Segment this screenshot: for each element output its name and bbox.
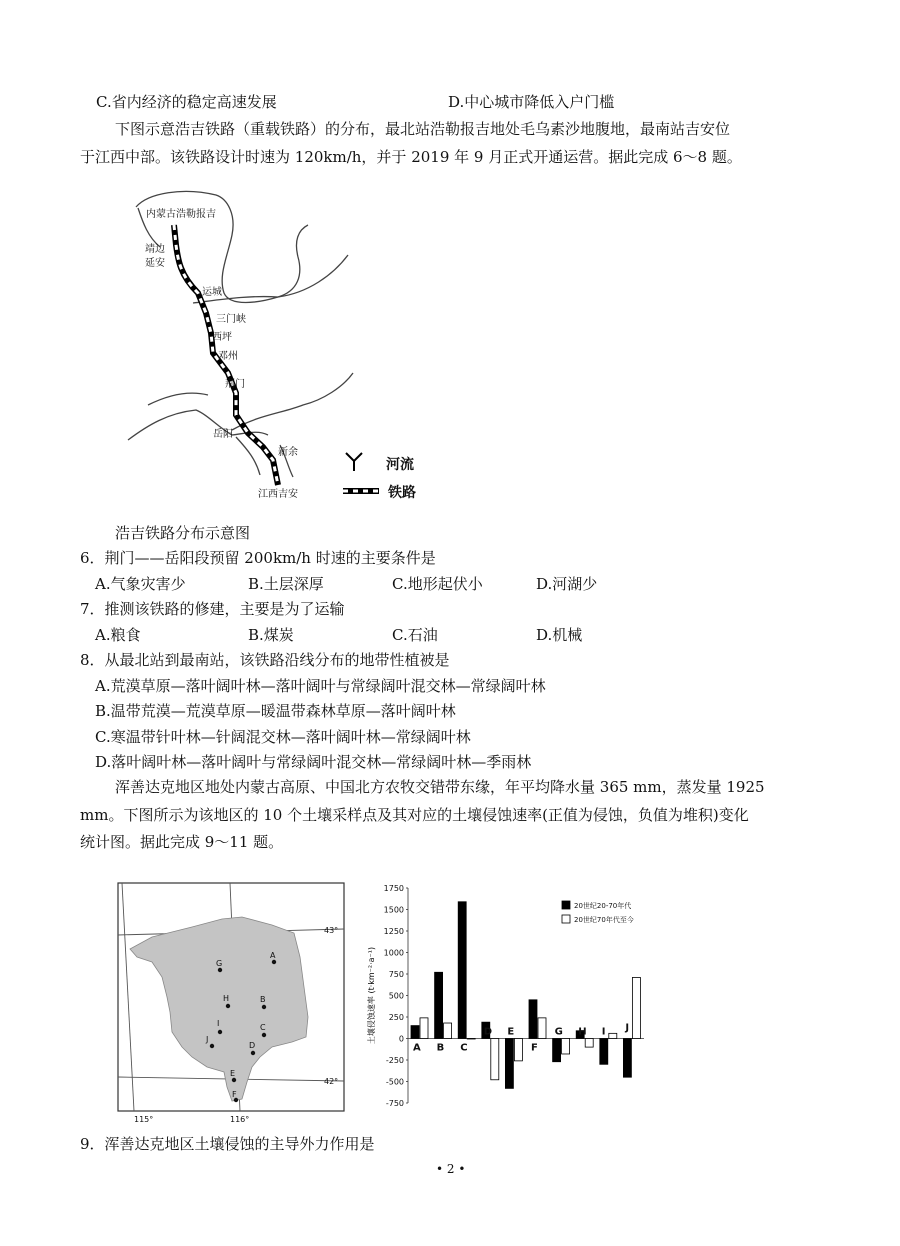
- station-haolebaoji: 内蒙古浩勒报吉: [146, 209, 216, 220]
- lat-43-label: 43°: [324, 926, 339, 935]
- sample-point-b: [262, 1005, 266, 1009]
- q8-option-a[interactable]: A.荒漠草原—落叶阔叶林—落叶阔叶与常绿阔叶混交林—常绿阔叶林: [95, 677, 546, 695]
- q8-option-b[interactable]: B.温带荒漠—荒漠草原—暖温带森林草原—落叶阔叶林: [95, 702, 456, 720]
- category-label-e: E: [507, 1026, 515, 1038]
- bar-i-series-1: [600, 1039, 608, 1065]
- station-xinyu: 新余: [278, 447, 298, 458]
- sample-label-a: A: [270, 951, 276, 960]
- yangtze-east: [232, 373, 353, 430]
- y-tick-label: 1250: [383, 927, 404, 936]
- y-tick-label: -500: [385, 1077, 404, 1087]
- sample-point-a: [272, 960, 276, 964]
- bar-j-series-1: [623, 1039, 631, 1078]
- legend-swatch-1: [562, 901, 570, 909]
- q6-stem: 6．荆门——岳阳段预留 200km/h 时速的主要条件是: [80, 549, 436, 567]
- page-number: • 2 •: [436, 1162, 466, 1176]
- river-branch-3: [148, 393, 208, 405]
- q8-option-c[interactable]: C.寒温带针叶林—针阔混交林—落叶阔叶林—常绿阔叶林: [95, 728, 471, 746]
- category-label-c: C: [460, 1042, 468, 1054]
- bar-j-series-2: [632, 977, 640, 1038]
- sample-label-b: B: [260, 995, 266, 1004]
- bar-c-series-2: [467, 1039, 475, 1040]
- bar-g-series-2: [562, 1039, 570, 1054]
- q6-option-c[interactable]: C.地形起伏小: [392, 575, 483, 593]
- sample-point-e: [232, 1078, 236, 1082]
- intro1-line1: 下图示意浩吉铁路（重载铁路）的分布，最北站浩勒报吉地处毛乌素沙地腹地，最南站吉安位: [115, 120, 731, 138]
- station-yanan: 延安: [145, 258, 165, 269]
- category-label-f: F: [531, 1042, 538, 1054]
- y-tick-label: -250: [385, 1056, 404, 1065]
- y-tick-label: 0: [398, 1034, 404, 1044]
- bar-b-series-2: [444, 1023, 452, 1038]
- station-yueyang: 岳阳: [213, 429, 233, 440]
- sample-label-f: F: [232, 1090, 237, 1099]
- sample-label-c: C: [260, 1023, 266, 1032]
- sampling-map: [112, 877, 352, 1127]
- bar-b-series-1: [435, 972, 443, 1038]
- map1-caption: 浩吉铁路分布示意图: [115, 524, 251, 542]
- category-label-d: D: [483, 1026, 493, 1038]
- legend-swatch-2: [562, 915, 570, 923]
- river-legend-icon: [346, 453, 362, 471]
- y-tick-label: 1750: [383, 884, 404, 893]
- sample-label-g: G: [216, 959, 223, 968]
- y-tick-label: 1500: [383, 905, 404, 915]
- category-label-i: I: [601, 1026, 606, 1038]
- sample-point-g: [218, 968, 222, 972]
- legend-label-1: 20世纪20-70年代: [574, 902, 632, 910]
- q8-option-d[interactable]: D.落叶阔叶林—落叶阔叶与常绿阔叶混交林—常绿阔叶林—季雨林: [95, 753, 532, 771]
- bar-a-series-2: [420, 1018, 428, 1039]
- bar-f-series-1: [529, 1000, 537, 1039]
- sample-label-d: D: [249, 1041, 256, 1050]
- category-label-h: H: [578, 1026, 587, 1038]
- y-tick-label: 500: [388, 991, 404, 1001]
- sample-point-j: [210, 1044, 214, 1048]
- sample-label-e: E: [230, 1069, 236, 1078]
- category-label-g: G: [554, 1026, 563, 1038]
- category-label-a: A: [413, 1042, 421, 1054]
- bar-i-series-2: [609, 1033, 617, 1038]
- category-label-b: B: [436, 1042, 445, 1054]
- station-xiping: 西坪: [212, 332, 232, 343]
- sample-point-d: [251, 1051, 255, 1055]
- bar-f-series-2: [538, 1018, 546, 1039]
- y-tick-label: 250: [388, 1013, 404, 1022]
- q7-option-c[interactable]: C.石油: [392, 626, 438, 644]
- station-yuncheng: 运城: [202, 287, 222, 298]
- q9-stem: 9．浑善达克地区土壤侵蚀的主导外力作用是: [80, 1135, 375, 1153]
- bar-a-series-1: [411, 1026, 419, 1039]
- q8-stem: 8．从最北站到最南站，该铁路沿线分布的地带性植被是: [80, 651, 450, 669]
- sample-label-j: J: [206, 1035, 209, 1044]
- q6-option-a[interactable]: A.气象灾害少: [95, 575, 186, 593]
- y-tick-label: 1000: [383, 948, 404, 958]
- q7-option-b[interactable]: B.煤炭: [248, 626, 294, 644]
- legend-river-label: 河流: [386, 457, 414, 473]
- intro2-line3: 统计图。据此完成 9～11 题。: [80, 833, 284, 851]
- intro1-line2: 于江西中部。该铁路设计时速为 120km/h，并于 2019 年 9 月正式开通运营。据此完成 6～8 题。: [80, 148, 742, 166]
- prev-option-d: D.中心城市降低入户门槛: [448, 93, 615, 111]
- bar-e-series-2: [514, 1039, 522, 1061]
- sample-point-i: [218, 1030, 222, 1034]
- bar-g-series-1: [553, 1039, 561, 1062]
- lon-116-label: 116°: [230, 1115, 250, 1124]
- station-jingmen: 荆门: [225, 379, 245, 390]
- legend-railway: [343, 484, 416, 501]
- category-label-j: J: [625, 1022, 630, 1034]
- lon-115-label: 115°: [134, 1115, 154, 1124]
- intro2-line1: 浑善达克地区地处内蒙古高原、中国北方农牧交错带东缘，年平均降水量 365 mm，蒸发量 1925: [115, 778, 765, 796]
- sample-point-h: [226, 1004, 230, 1008]
- station-sanmenxia: 三门峡: [216, 314, 246, 325]
- q7-stem: 7．推测该铁路的修建，主要是为了运输: [80, 600, 345, 618]
- station-dengzhou: 邓州: [218, 351, 238, 362]
- legend-label-2: 20世纪70年代至今: [574, 916, 634, 924]
- station-jingbian: 靖边: [145, 244, 165, 255]
- y-tick-label: -750: [385, 1099, 404, 1108]
- q7-option-d[interactable]: D.机械: [536, 626, 583, 644]
- railway-map: [108, 175, 448, 515]
- sample-label-i: I: [217, 1019, 220, 1028]
- q6-option-b[interactable]: B.土层深厚: [248, 575, 324, 593]
- intro2-line2: mm。下图所示为该地区的 10 个土壤采样点及其对应的土壤侵蚀速率(正值为侵蚀，负值为堆积)变化: [80, 806, 749, 824]
- sample-point-c: [262, 1033, 266, 1037]
- legend-river: [346, 453, 414, 473]
- q6-option-d[interactable]: D.河湖少: [536, 575, 598, 593]
- y-axis-label: 土壤侵蚀速率 (t·km⁻²·a⁻¹): [367, 946, 376, 1045]
- station-jian: 江西吉安: [258, 489, 298, 500]
- q7-option-a[interactable]: A.粮食: [95, 626, 141, 644]
- y-tick-label: 750: [388, 970, 404, 979]
- prev-option-c: C.省内经济的稳定高速发展: [96, 93, 277, 111]
- bar-h-series-2: [585, 1039, 593, 1048]
- lat-42-label: 42°: [324, 1077, 339, 1086]
- bar-c-series-1: [458, 902, 466, 1039]
- legend-railway-label: 铁路: [388, 485, 416, 501]
- sample-label-h: H: [223, 994, 230, 1003]
- erosion-rate-chart: [362, 878, 662, 1113]
- bar-e-series-1: [505, 1039, 513, 1089]
- bar-d-series-2: [491, 1039, 499, 1080]
